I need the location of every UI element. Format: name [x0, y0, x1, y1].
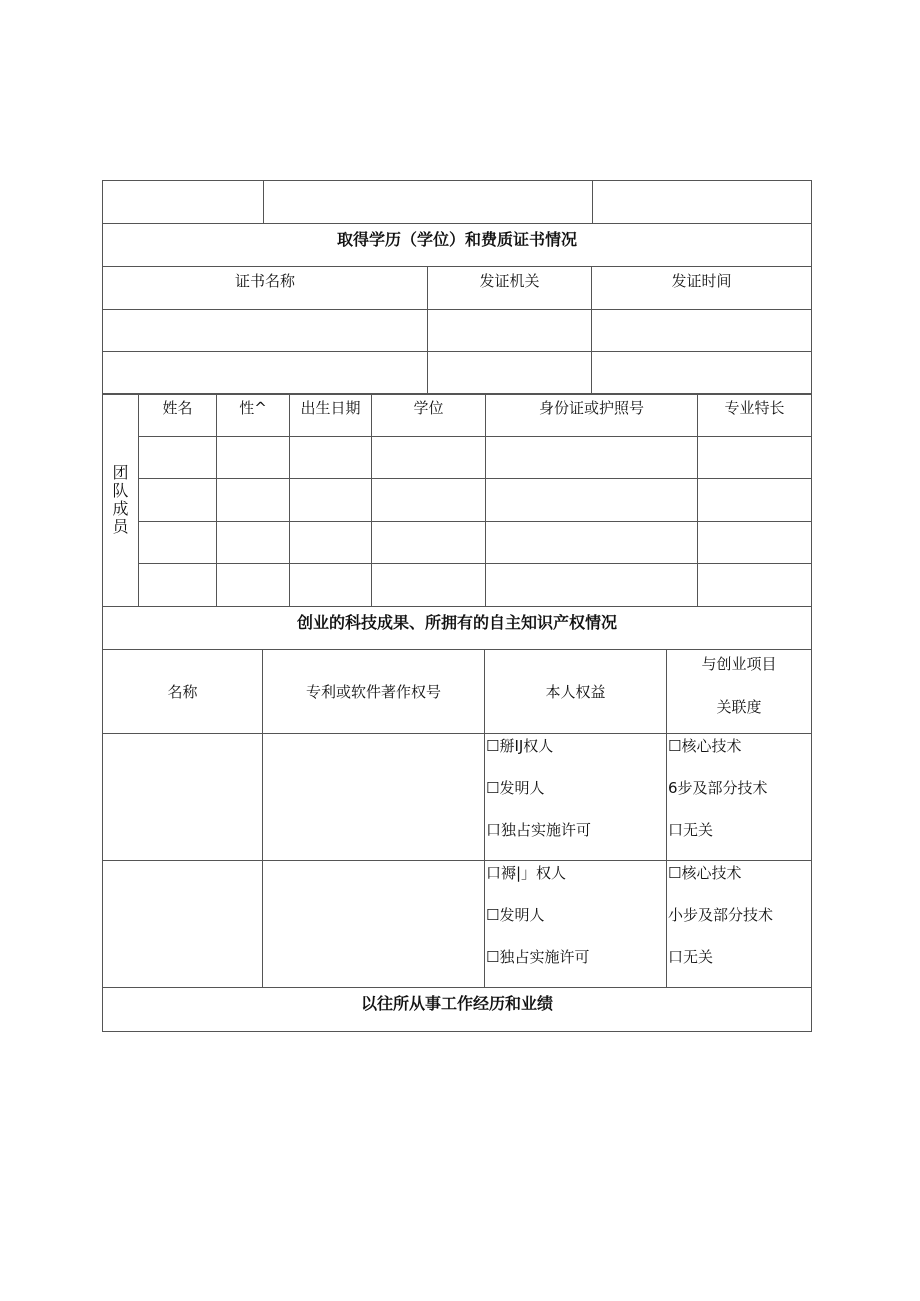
- blank-header-row: [103, 181, 812, 224]
- issuer-cell[interactable]: [428, 352, 592, 395]
- issue-date-cell[interactable]: [592, 310, 812, 352]
- header-id-passport: 身份证或护照号: [486, 394, 698, 437]
- rights-option-exclusive-license[interactable]: 口独占实施许可: [486, 821, 592, 839]
- member-specialty-cell[interactable]: [698, 437, 812, 479]
- ip-patent-cell[interactable]: [263, 734, 485, 861]
- issue-date-cell[interactable]: [592, 352, 812, 395]
- member-gender-cell[interactable]: [217, 479, 290, 522]
- relevance-options: [667, 734, 812, 861]
- member-name-cell[interactable]: [139, 437, 217, 479]
- work-history-title: 以往所从事工作经历和业绩: [103, 988, 812, 1032]
- header-issuer: 发证机关: [428, 267, 592, 310]
- header-relevance-line1: 与创业项目: [701, 655, 777, 673]
- cert-name-cell[interactable]: [103, 310, 428, 352]
- relevance-options: [667, 861, 812, 988]
- header-cert-name: 证书名称: [103, 267, 428, 310]
- member-name-cell[interactable]: [139, 522, 217, 564]
- member-degree-cell[interactable]: [372, 437, 486, 479]
- rights-option-inventor[interactable]: ☐发明人: [486, 779, 545, 797]
- rights-option-patentee[interactable]: 口褥|」权人: [486, 864, 567, 882]
- member-degree-cell[interactable]: [372, 564, 486, 607]
- member-specialty-cell[interactable]: [698, 522, 812, 564]
- rights-options: [485, 861, 667, 988]
- member-specialty-cell[interactable]: [698, 479, 812, 522]
- member-birth-cell[interactable]: [290, 437, 372, 479]
- team-table-section: [102, 393, 811, 607]
- qualification-section-title: 取得学历（学位）和费质证书情况: [103, 224, 812, 267]
- rights-option-exclusive-license[interactable]: ☐独占实施许可: [486, 948, 590, 966]
- member-degree-cell[interactable]: [372, 522, 486, 564]
- member-id-cell[interactable]: [486, 437, 698, 479]
- member-birth-cell[interactable]: [290, 479, 372, 522]
- header-relevance-line2: 关联度: [716, 698, 762, 716]
- member-id-cell[interactable]: [486, 564, 698, 607]
- blank-cell[interactable]: [103, 181, 264, 223]
- ip-name-cell[interactable]: [103, 861, 263, 988]
- ip-table: [102, 606, 812, 1032]
- team-side-label-text: 团队成员: [112, 463, 129, 536]
- team-member-row: [103, 522, 812, 564]
- team-member-row: [103, 479, 812, 522]
- header-degree: 学位: [372, 394, 486, 437]
- team-member-row: [103, 564, 812, 607]
- header-relevance: [667, 650, 812, 734]
- header-gender: 性^: [217, 394, 290, 437]
- relevance-option-unrelated[interactable]: 口无关: [668, 948, 714, 966]
- ip-table-section: [102, 606, 811, 1032]
- member-degree-cell[interactable]: [372, 479, 486, 522]
- header-ip-name: 名称: [103, 650, 263, 734]
- team-table: [102, 393, 812, 607]
- qualification-header-row: [103, 267, 812, 310]
- cert-name-cell[interactable]: [103, 352, 428, 395]
- member-gender-cell[interactable]: [217, 522, 290, 564]
- rights-option-patentee[interactable]: ☐掰IJ权人: [486, 737, 554, 755]
- relevance-option-partial[interactable]: 6步及部分技术: [668, 779, 768, 797]
- qualification-row: [103, 310, 812, 352]
- member-name-cell[interactable]: [139, 564, 217, 607]
- blank-cell[interactable]: [264, 181, 593, 223]
- rights-option-inventor[interactable]: ☐发明人: [486, 906, 545, 924]
- ip-section-title: 创业的科技成果、所拥有的自主知识产权情况: [103, 607, 812, 650]
- member-birth-cell[interactable]: [290, 564, 372, 607]
- qualification-table: [102, 180, 812, 395]
- team-member-row: [103, 437, 812, 479]
- header-personal-rights: 本人权益: [485, 650, 667, 734]
- relevance-option-partial[interactable]: 小步及部分技术: [668, 906, 774, 924]
- team-side-label: [103, 394, 139, 607]
- ip-header-row: [103, 650, 812, 734]
- team-header-row: [103, 394, 812, 437]
- relevance-option-core[interactable]: ☐核心技术: [668, 737, 742, 755]
- qualification-table-section: [102, 180, 811, 395]
- relevance-option-core[interactable]: ☐核心技术: [668, 864, 742, 882]
- header-name: 姓名: [139, 394, 217, 437]
- header-birth-date: 出生日期: [290, 394, 372, 437]
- member-name-cell[interactable]: [139, 479, 217, 522]
- ip-name-cell[interactable]: [103, 734, 263, 861]
- ip-row: [103, 734, 812, 861]
- header-issue-date: 发证时间: [592, 267, 812, 310]
- member-gender-cell[interactable]: [217, 437, 290, 479]
- member-id-cell[interactable]: [486, 522, 698, 564]
- blank-cell[interactable]: [593, 181, 811, 223]
- issuer-cell[interactable]: [428, 310, 592, 352]
- ip-row: [103, 861, 812, 988]
- relevance-option-unrelated[interactable]: 口无关: [668, 821, 714, 839]
- qualification-row: [103, 352, 812, 395]
- member-specialty-cell[interactable]: [698, 564, 812, 607]
- header-patent-number: 专利或软件著作权号: [263, 650, 485, 734]
- rights-options: [485, 734, 667, 861]
- ip-patent-cell[interactable]: [263, 861, 485, 988]
- header-specialty: 专业特长: [698, 394, 812, 437]
- member-birth-cell[interactable]: [290, 522, 372, 564]
- member-id-cell[interactable]: [486, 479, 698, 522]
- member-gender-cell[interactable]: [217, 564, 290, 607]
